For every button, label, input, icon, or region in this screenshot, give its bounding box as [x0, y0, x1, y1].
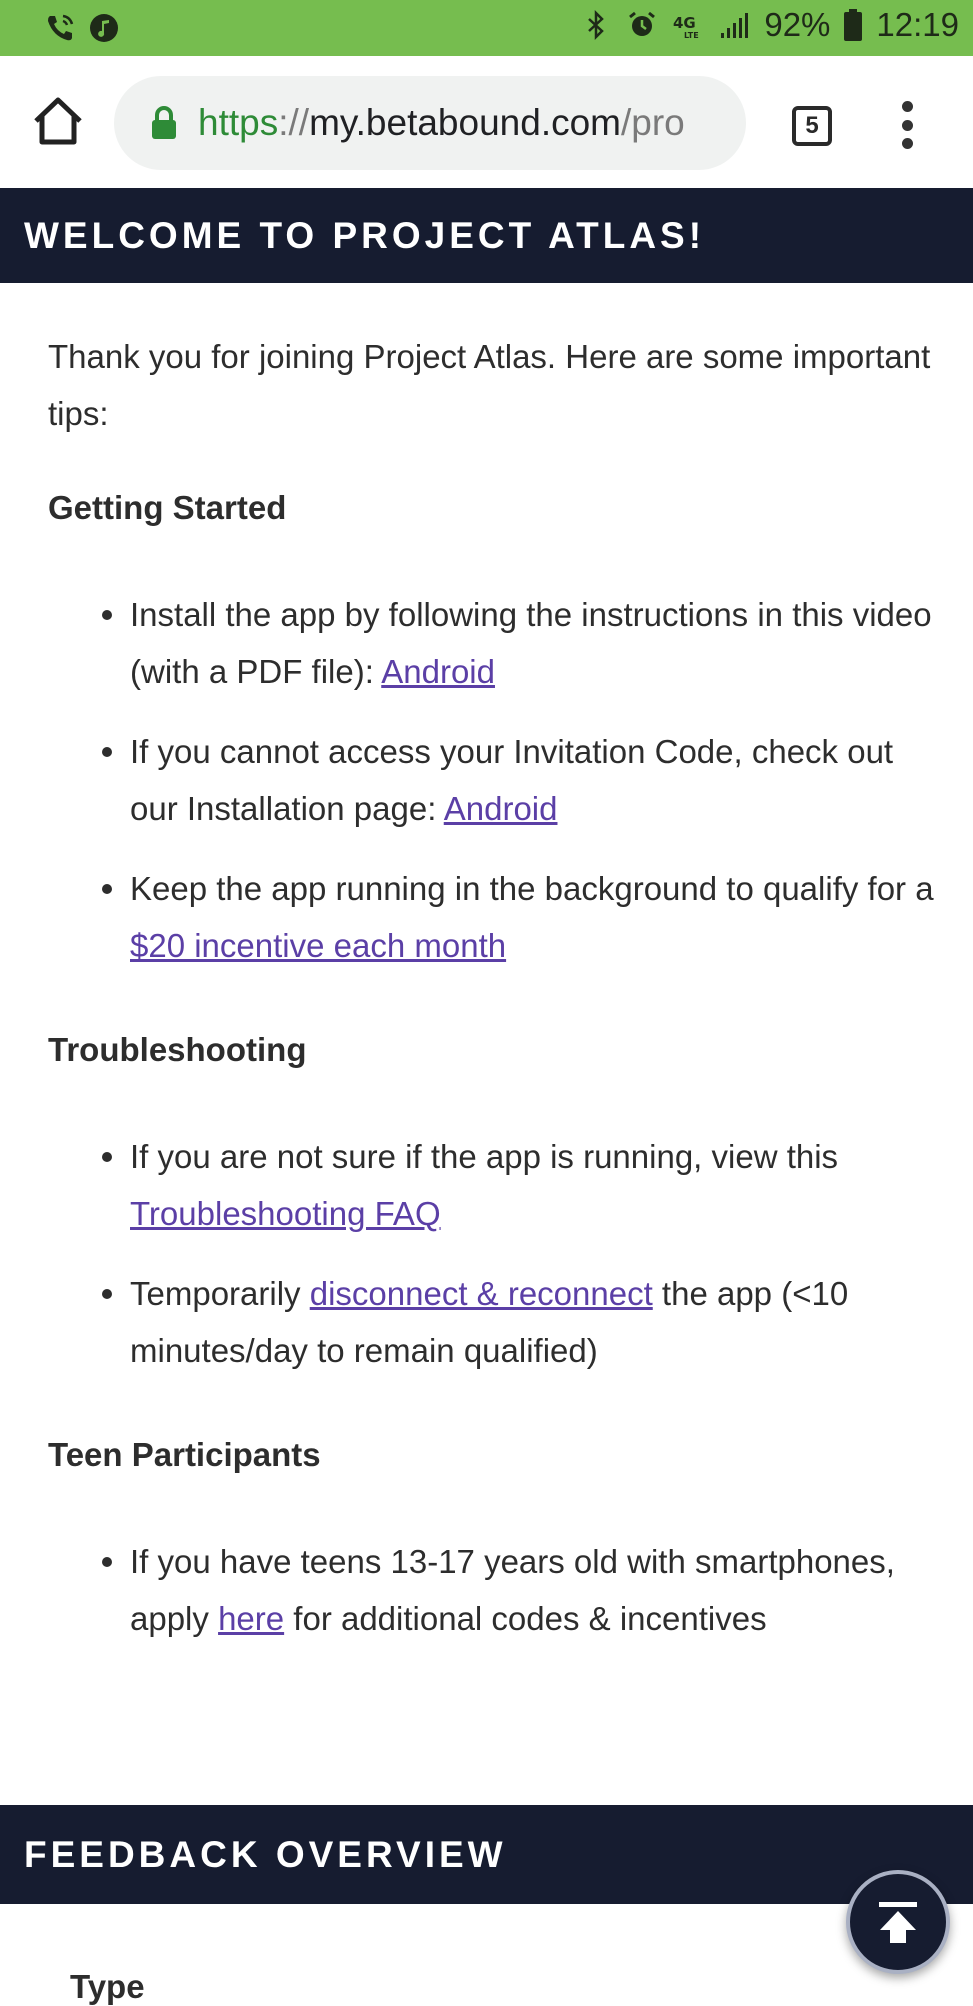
- getting-started-list: [130, 586, 938, 974]
- getting-started-heading: Getting Started: [48, 489, 287, 526]
- url-separator: ://: [278, 102, 310, 143]
- troubleshooting-heading: Troubleshooting: [48, 1031, 307, 1068]
- list-item: If you have teens 13-17 years old with smartphones, apply here for additional codes & incentives: [130, 1533, 938, 1647]
- browser-toolbar: [0, 56, 973, 188]
- tab-count: 5: [805, 112, 819, 139]
- intro-text: Thank you for joining Project Atlas. Here are some important tips:: [48, 338, 931, 432]
- home-icon[interactable]: [30, 95, 86, 147]
- url-path: /pro: [621, 102, 685, 143]
- teen-participants-list: [130, 1533, 938, 1647]
- wifi-call-icon: [44, 12, 76, 44]
- android-installation-link[interactable]: Android: [443, 790, 558, 827]
- battery-icon: [844, 9, 862, 41]
- teen-participants-heading: Teen Participants: [48, 1436, 321, 1473]
- feedback-title: FEEDBACK OVERVIEW: [24, 1833, 507, 1875]
- clock: 12:19: [876, 6, 959, 43]
- address-bar[interactable]: [114, 76, 746, 170]
- url-scheme: https: [198, 102, 279, 143]
- svg-text:LTE: LTE: [684, 31, 700, 40]
- teen-apply-link[interactable]: here: [218, 1600, 285, 1637]
- battery-percent: 92%: [764, 6, 831, 43]
- incentive-link[interactable]: $20 incentive each month: [130, 927, 507, 964]
- troubleshooting-faq-link[interactable]: Troubleshooting FAQ: [130, 1195, 441, 1232]
- list-item: Install the app by following the instructions in this video (with a PDF file): Android: [130, 586, 938, 700]
- signal-icon: [718, 9, 750, 41]
- welcome-title: WELCOME TO PROJECT ATLAS!: [24, 214, 706, 256]
- svg-text:4G: 4G: [673, 14, 697, 32]
- bluetooth-icon: [580, 9, 612, 41]
- android-video-link[interactable]: Android: [381, 653, 495, 690]
- type-label: Type: [70, 1968, 145, 2005]
- url-host: my.betabound.com: [309, 102, 621, 143]
- arrow-up-to-top-icon: [873, 1897, 923, 1947]
- welcome-header: [0, 188, 973, 283]
- list-item: Keep the app running in the background to qualify for a $20 incentive each month: [130, 860, 938, 974]
- music-icon: [88, 12, 120, 44]
- feedback-header: [0, 1805, 973, 1904]
- troubleshooting-list: [130, 1128, 938, 1379]
- alarm-icon: [626, 9, 658, 41]
- status-bar: [0, 0, 973, 56]
- welcome-content: [48, 328, 938, 1703]
- list-item: Temporarily disconnect & reconnect the app (<10 minutes/day to remain qualified): [130, 1265, 938, 1379]
- scroll-to-top-button[interactable]: [846, 1870, 950, 1974]
- more-options-icon[interactable]: [888, 101, 926, 149]
- lock-icon: [150, 106, 178, 140]
- list-item: If you are not sure if the app is running, view this Troubleshooting FAQ: [130, 1128, 938, 1242]
- list-item: If you cannot access your Invitation Code, check out our Installation page: Android: [130, 723, 938, 837]
- lte-icon: [672, 9, 704, 41]
- tab-switcher-button[interactable]: [792, 106, 832, 146]
- disconnect-reconnect-link[interactable]: disconnect & reconnect: [309, 1275, 653, 1312]
